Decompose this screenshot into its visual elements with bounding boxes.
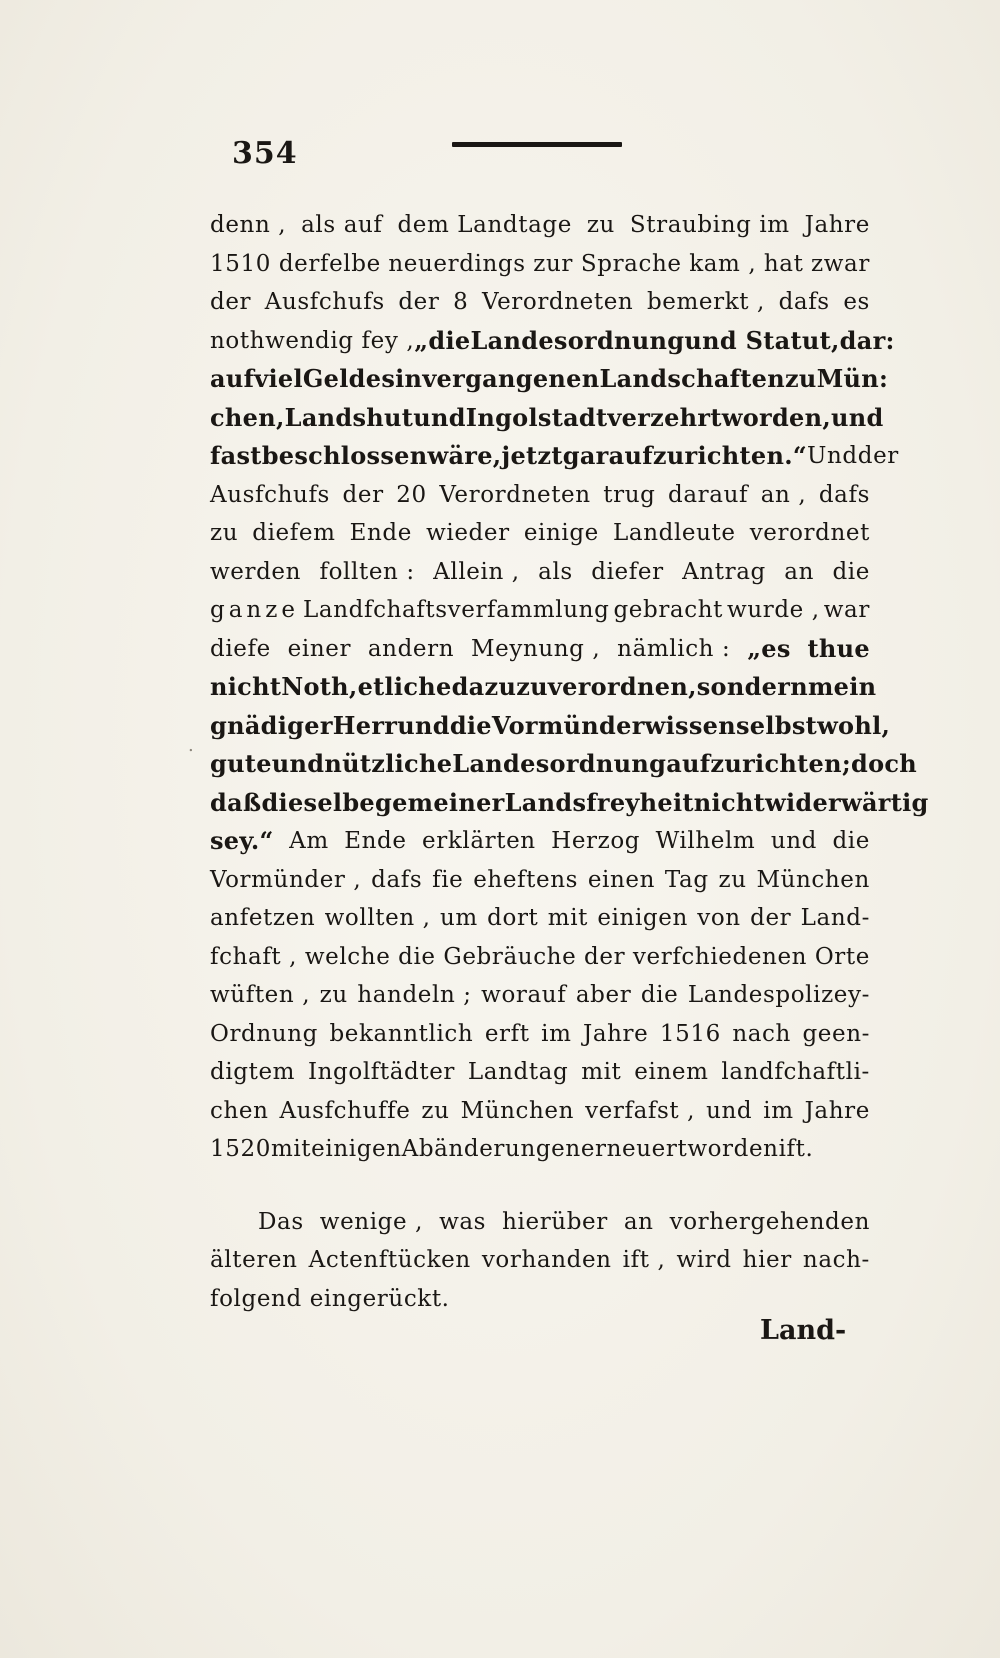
text-line [210,1053,870,1092]
word: Ausfchuffe [279,1097,411,1124]
text-line [210,476,870,515]
text-line [210,1130,870,1169]
text-line [210,245,870,284]
word: Herr [332,710,398,740]
word: fie [432,866,464,893]
word: die [832,558,870,585]
word: ganze [210,597,299,623]
word: 1510 derfelbe [210,250,381,277]
word: dem Landtage [397,212,572,238]
word: 8 [453,289,469,315]
word: Landtag [467,1059,569,1085]
text-line [210,1092,870,1131]
word: Verordneten [481,289,634,315]
word: folgend eingerückt. [210,1285,450,1312]
word: diefer [591,558,664,585]
word: Allein , [433,558,520,585]
word: dazu [451,672,517,701]
word: Jahre [804,1097,870,1124]
word: Ausfchufs [264,289,385,315]
word: zu [718,866,747,893]
word: dar: [839,325,895,355]
word: Wilhelm [655,828,756,854]
word: gnädiger [210,710,333,740]
word: und [831,402,884,432]
paragraph-2 [210,1203,870,1319]
word: zu [586,212,615,238]
word: auf [210,364,255,393]
word: nicht [693,787,766,817]
word: an , [760,481,807,508]
word: Meynung , [470,635,601,662]
word: Geldes [302,364,396,393]
word: gebracht [613,597,723,623]
word: Gebräuche [443,943,577,970]
word: und Statut, [684,325,840,355]
text-line [210,283,870,322]
word: denn , [210,212,287,238]
word: erft [484,1020,530,1047]
word: aufzurichten.“ [608,441,808,470]
word: daß [210,787,262,817]
word: an [784,558,815,585]
word: Das [258,1208,304,1235]
word: mit [270,1136,312,1162]
text-line [210,437,899,476]
paragraph-gap [210,1169,870,1203]
text-line [210,861,870,900]
word: wissen [644,710,736,740]
text-line [210,899,870,938]
word: vorhanden [481,1247,612,1273]
word: Landespolizey- [687,982,870,1008]
word: zu [421,1097,450,1124]
word: Herzog [551,828,641,854]
word: darauf [668,481,749,508]
word: viel [254,364,303,393]
word: nämlich : [617,635,731,662]
word: als auf [301,212,383,238]
word: die [832,828,870,854]
word: einen [587,866,656,893]
word: Ingolftädter [307,1059,456,1085]
word: Ausfchufs [210,481,330,508]
word: doch [850,749,918,778]
word: wüften , [210,982,311,1008]
word: zu [785,364,817,393]
word: an [623,1208,654,1235]
word: andern [367,635,455,662]
word: werden [210,558,302,585]
word: bemerkt , [646,289,765,315]
word: dafs [778,289,830,315]
text-line [210,514,870,553]
word: Landshut [284,402,414,432]
word: kam , [689,250,757,277]
word: vorhergehenden [669,1208,870,1235]
header-rule [452,142,622,147]
word: gute [210,749,272,778]
word: Straubing im [629,212,790,238]
word: verordnet [749,520,870,546]
word: einige [523,520,599,546]
word: mit [547,905,588,931]
word: wohl, [817,710,891,740]
word: chen [210,1097,269,1124]
word: welche [304,943,391,970]
word: fast [210,441,262,470]
word: Vormünder , [210,866,362,893]
word: und [413,402,466,432]
word: ift , [622,1247,666,1273]
word: dafs [818,481,870,508]
word: nicht [210,672,282,701]
word: „die [414,325,471,355]
word: einigen [311,1136,402,1162]
word: verfchiedenen [632,943,808,970]
word: der [584,943,626,970]
word: hier [742,1247,792,1273]
word: 1520 [210,1136,271,1162]
word: zur Sprache [533,250,682,277]
word: und [397,710,450,740]
text-line [210,822,870,861]
catchword: Land- [760,1315,847,1346]
word: es [843,289,870,315]
word: einem [634,1059,709,1085]
text-line [210,1280,870,1319]
text-line [210,1015,870,1054]
word: und [706,1097,753,1124]
word: chen, [210,402,285,432]
text-line [210,399,884,438]
text-line [210,668,877,707]
word: widerwärtig [765,787,929,817]
word: einigen [597,905,688,931]
word: Actenftücken [308,1247,471,1273]
word: handeln ; [357,982,472,1008]
word: zu [319,982,348,1008]
paragraph-1 [210,206,929,1169]
word: Tag [664,866,709,893]
word: mein [807,672,877,701]
word: mit [581,1059,622,1085]
word: anfetzen [210,905,316,931]
word: thue [807,633,870,663]
word: dort [487,905,539,931]
body-text [210,206,929,1318]
word: war [823,597,870,623]
word: sey.“ [210,826,274,855]
word: nützliche [324,749,453,778]
word: wenige , [319,1208,424,1235]
word: digtem [210,1059,296,1085]
word: und [271,749,325,778]
word: worauf [481,982,567,1008]
margin-mark: . [188,735,194,756]
text-line [210,976,870,1015]
word: „es [747,633,791,663]
word: bekanntlich [329,1020,474,1047]
word: Noth, [281,672,358,701]
word: Ende [349,520,412,546]
word: Landleute [613,520,736,546]
text-line [210,553,870,592]
word: Verordneten [439,481,591,508]
word: Und [807,443,858,469]
word: 20 [396,481,427,508]
word: nach [732,1020,791,1047]
text-line [210,707,891,746]
word: 1516 [659,1020,721,1047]
word: zu [516,672,548,701]
word: Abänderungen [401,1136,581,1162]
word: hat [763,250,804,277]
word: diefe [210,635,271,662]
word: Ordnung [210,1020,318,1047]
word: der [857,443,899,469]
word: Landesordnung [452,749,667,778]
word: Ende [344,828,407,854]
word: wieder [426,520,510,546]
word: jetzt [501,441,563,470]
word: dieselbe [261,787,375,817]
text-line [210,591,870,630]
word: Antrag [682,558,766,585]
text-line [210,784,929,823]
word: Landfchaftsverfammlung [303,597,610,623]
word: zu [210,520,239,546]
word: follten : [319,558,415,585]
word: Orte [814,943,870,970]
word: beschlossen [261,441,428,470]
word: im [763,1097,794,1124]
word: neuerdings [388,250,526,277]
word: Landesordnung [470,325,685,355]
word: Am [289,828,329,854]
word: und [770,828,817,854]
text-line [210,745,918,784]
word: dafs [371,866,423,893]
word: Mün: [816,364,889,393]
word: gar [562,441,609,470]
word: wurde , [727,597,820,623]
word: nach- [802,1247,870,1273]
word: München [756,866,870,893]
word: was [439,1208,487,1235]
word: worden, [721,402,832,432]
word: vergangenen [422,364,600,393]
word: ift. [778,1136,814,1162]
word: die [449,710,492,740]
page-number: 354 [232,136,298,171]
word: diefem [252,520,336,546]
word: hierüber [502,1208,608,1235]
word: gemeiner [375,787,505,817]
word: wollten , [324,905,431,931]
word: wäre, [427,441,502,470]
word: eheftens [473,866,579,893]
word: Land- [800,905,870,931]
word: worden [687,1136,779,1162]
word: wird [676,1247,732,1273]
word: zwar [811,250,870,277]
word: aufzurichten; [666,749,851,778]
word: um [439,905,478,931]
text-line [210,630,870,669]
word: München [460,1097,575,1124]
word: nothwendig fey , [210,327,415,354]
word: etliche [357,672,452,701]
word: selbst [735,710,818,740]
word: fchaft , [210,943,298,970]
text-line [210,322,895,361]
word: trug [603,481,656,508]
word: verzehrt [607,402,722,432]
word: Jahre [583,1020,649,1047]
word: erneuert [580,1136,688,1162]
word: älteren [210,1247,298,1273]
word: der [398,289,440,315]
text-line [210,938,870,977]
word: landfchaftli- [721,1059,870,1085]
word: einer [287,635,352,662]
word: aber [575,982,632,1008]
word: der [342,481,384,508]
word: geen- [802,1020,870,1047]
text-line [210,360,889,399]
word: der [750,905,792,931]
word: als [538,558,573,585]
word: verordnen, [547,672,697,701]
text-line [210,1241,870,1280]
text-line [210,206,870,245]
word: in [395,364,423,393]
word: von [697,905,741,931]
word: die [640,982,679,1008]
word: der [210,289,252,315]
word: Landschaften [599,364,785,393]
text-line [210,1203,870,1242]
word: die [398,943,436,970]
word: sondern [696,672,808,701]
word: Vormünder [491,710,645,740]
word: im [541,1020,572,1047]
word: erklärten [422,828,536,854]
word: Ingolstadt [465,402,608,432]
word: Jahre [804,212,870,238]
word: Landsfreyheit [504,787,694,817]
word: verfafst , [585,1097,696,1124]
